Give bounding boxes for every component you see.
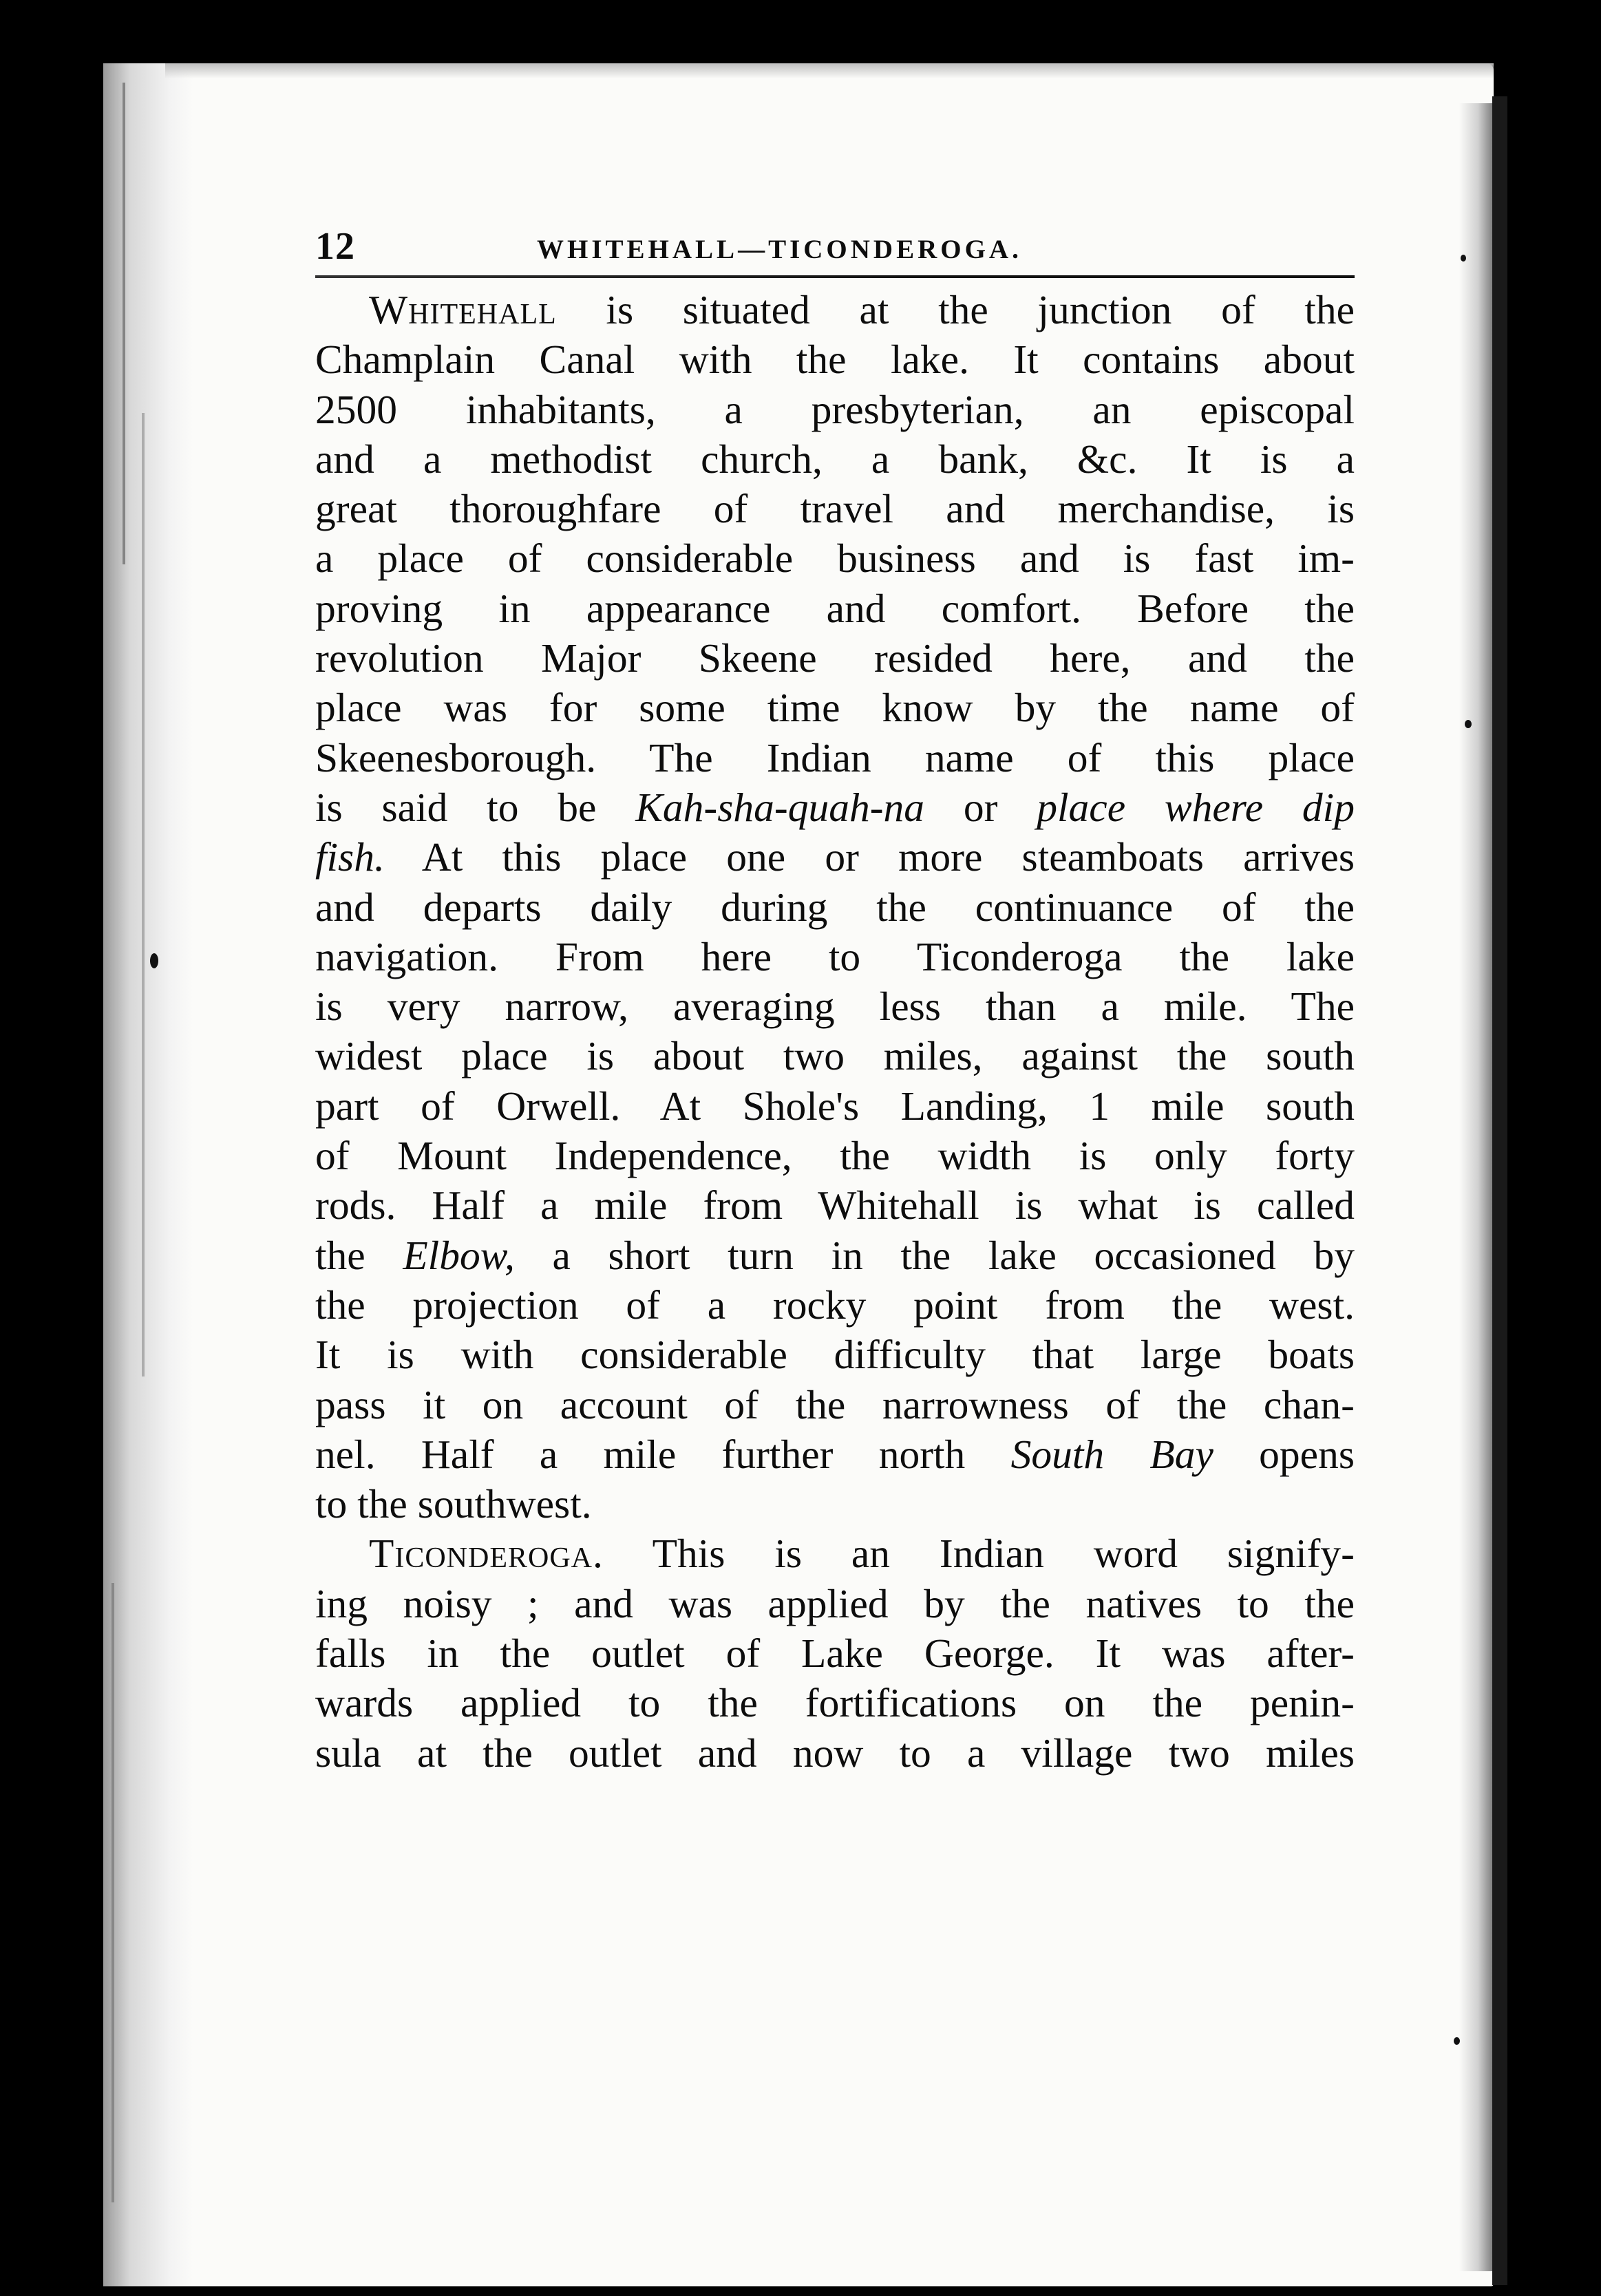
gutter-crease [142,413,145,1376]
text-line: great thoroughfare of travel and merchandise, is [315,486,1355,532]
text-line: is very narrow, averaging less than a mile. The [315,984,1355,1030]
text-line: nel. Half a mile further north South Bay opens [315,1431,1355,1477]
ink-speck [1454,2037,1460,2045]
text-line: Skeenesborough. The Indian name of this place [315,734,1355,780]
text-line: and a methodist church, a bank, &c. It is a [315,436,1355,482]
text-line: the projection of a rocky point from the west. [315,1282,1355,1328]
text-line: is said to be Kah-sha-quah-na or place where dip [315,784,1355,830]
text-line: 2500 inhabitants, a presbyterian, an episcopal [315,386,1355,432]
text-line: sula at the outlet and now to a village two miles [315,1730,1355,1776]
text-line: Ticonderoga. This is an Indian word signify- [369,1531,1355,1577]
text-line: to the southwest. [315,1481,592,1527]
section-lead: Ticonderoga. [369,1531,604,1577]
ink-speck [1461,255,1466,262]
text-line: part of Orwell. At Shole's Landing, 1 mile south [315,1083,1355,1129]
italic-term: Elbow, [403,1232,515,1278]
page-fore-edge [1492,96,1507,2285]
section-lead: Whitehall [369,287,557,332]
paragraph-ticonderoga [315,1529,1355,1777]
text-line: Whitehall is situated at the junction of the [369,287,1355,332]
text-line: navigation. From here to Ticonderoga the lake [315,933,1355,979]
text-line: pass it on account of the narrowness of the chan- [315,1381,1355,1427]
italic-term: fish. [315,834,385,880]
italic-term: place where dip [1037,784,1355,830]
text-line: Champlain Canal with the lake. It contains about [315,337,1355,383]
text-line: It is with considerable difficulty that large boats [315,1332,1355,1378]
running-head [315,213,1355,270]
italic-term: Kah-sha-quah-na [635,784,925,830]
text-line: place was for some time know by the name of [315,685,1355,731]
text-line: widest place is about two miles, against the south [315,1033,1355,1079]
running-title: WHITEHALL—TICONDEROGA. [537,235,1022,264]
text-line: fish. At this place one or more steamboats arrives [315,834,1355,880]
page-top-edge [165,63,1494,78]
page-text [315,213,1355,1778]
text-line: the Elbow, a short turn in the lake occasioned by [315,1232,1355,1278]
binding-gutter [103,63,193,2286]
text-line: and departs daily during the continuance of the [315,884,1355,930]
ink-speck [150,953,158,968]
paragraph-whitehall [315,285,1355,1529]
text-line: rods. Half a mile from Whitehall is what is called [315,1182,1355,1229]
text-line: ing noisy ; and was applied by the natives to the [315,1580,1355,1626]
page-right-edge [1459,103,1494,2271]
text-line: falls in the outlet of Lake George. It was after- [315,1630,1355,1677]
text-line: a place of considerable business and is fast im- [315,535,1355,582]
gutter-crease [123,83,125,564]
text-line: revolution Major Skeene resided here, and the [315,635,1355,681]
gutter-crease [112,1583,114,2202]
ink-speck [1465,720,1472,728]
page-number: 12 [315,225,355,268]
text-line: proving in appearance and comfort. Before the [315,585,1355,631]
text-line: of Mount Independence, the width is only forty [315,1133,1355,1179]
text-line: wards applied to the fortifications on the penin- [315,1680,1355,1726]
header-rule [315,275,1355,278]
italic-term: South Bay [1010,1431,1213,1477]
